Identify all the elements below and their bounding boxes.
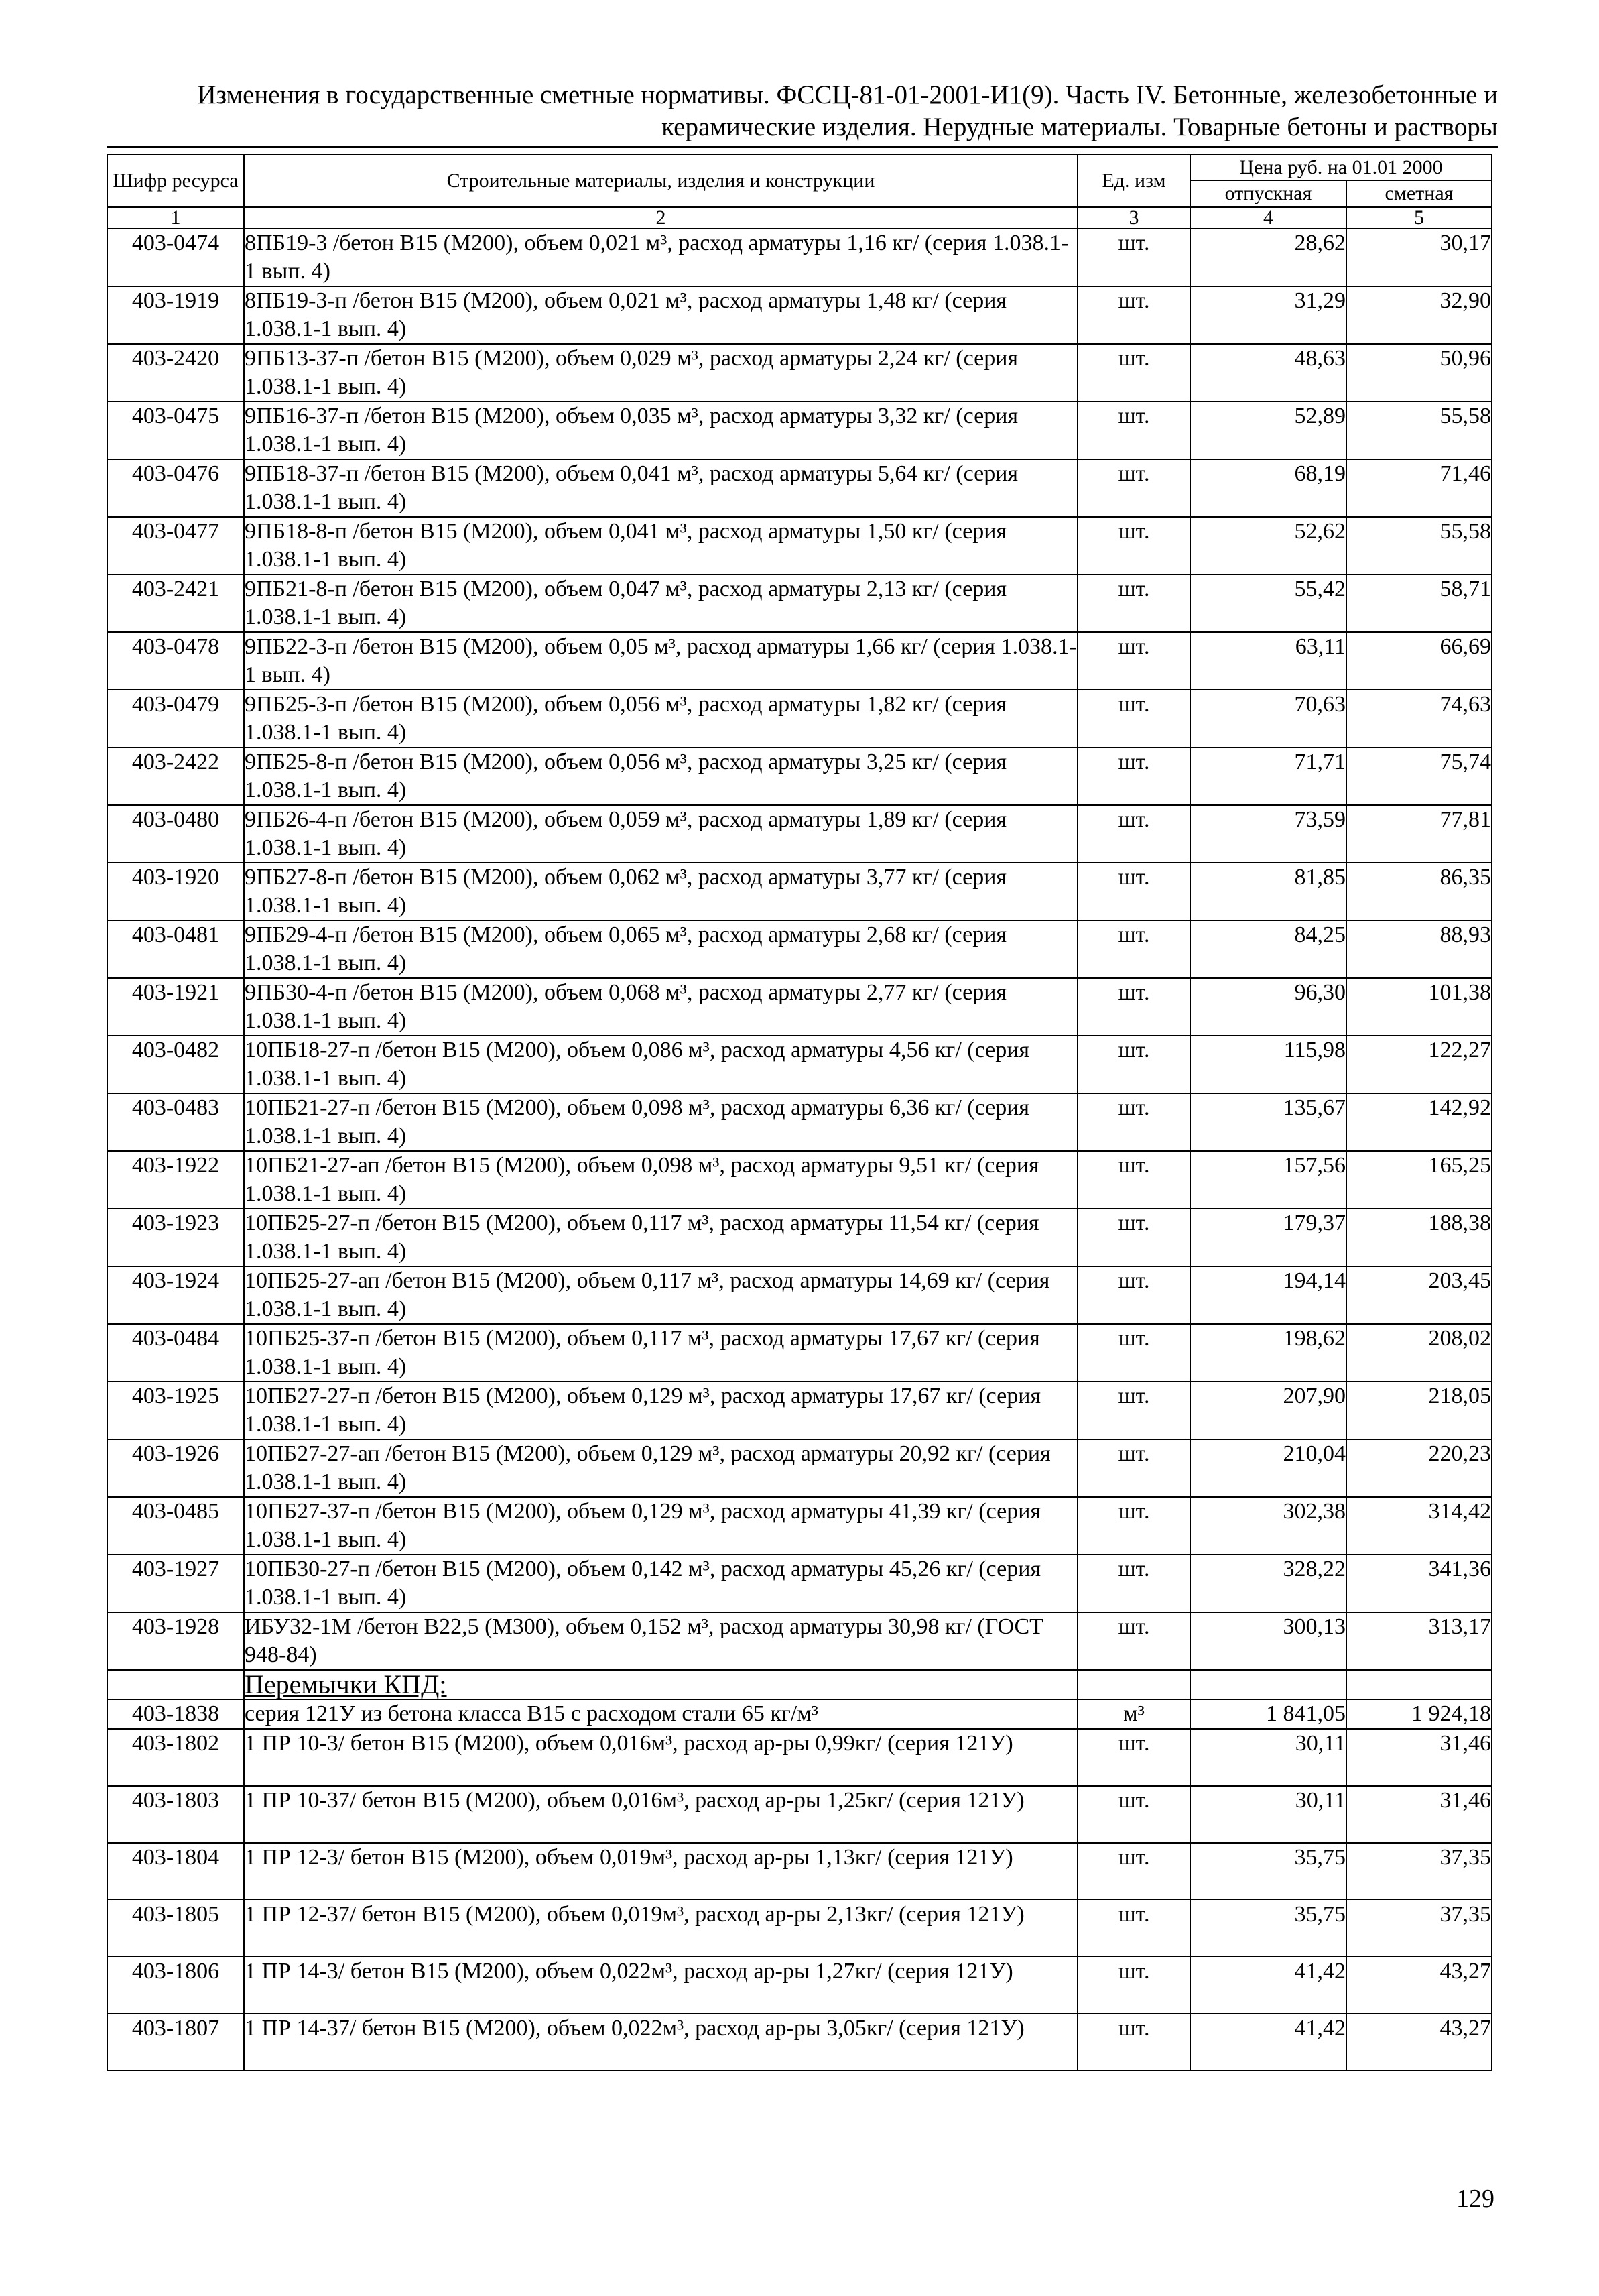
table-head bbox=[107, 154, 1492, 229]
resource-code: 403-1924 bbox=[107, 1266, 244, 1324]
estimate-price: 203,45 bbox=[1346, 1266, 1492, 1324]
resource-code: 403-1806 bbox=[107, 1957, 244, 2014]
estimate-price: 71,46 bbox=[1346, 459, 1492, 517]
resource-code: 403-0485 bbox=[107, 1497, 244, 1555]
unit-of-measure: м³ bbox=[1078, 1699, 1190, 1729]
estimate-price: 74,63 bbox=[1346, 690, 1492, 747]
material-description: 9ПБ22-3-п /бетон В15 (М200), объем 0,05 м³, расход арматуры 1,66 кг/ (серия 1.038.1-1 вып. 4) bbox=[244, 632, 1078, 690]
unit-of-measure: шт. bbox=[1078, 459, 1190, 517]
material-description: 9ПБ18-8-п /бетон В15 (М200), объем 0,041 м³, расход арматуры 1,50 кг/ (серия 1.038.1-1 вып. 4) bbox=[244, 517, 1078, 575]
resource-code: 403-1838 bbox=[107, 1699, 244, 1729]
material-description: 10ПБ25-27-п /бетон В15 (М200), объем 0,117 м³, расход арматуры 11,54 кг/ (серия 1.038.1-1 вып. 4) bbox=[244, 1209, 1078, 1266]
unit-of-measure: шт. bbox=[1078, 1497, 1190, 1555]
unit-of-measure: шт. bbox=[1078, 690, 1190, 747]
estimate-price: 220,23 bbox=[1346, 1439, 1492, 1497]
release-price: 207,90 bbox=[1190, 1382, 1346, 1439]
unit-of-measure: шт. bbox=[1078, 1151, 1190, 1209]
material-description: 9ПБ25-8-п /бетон В15 (М200), объем 0,056 м³, расход арматуры 3,25 кг/ (серия 1.038.1-1 вып. 4) bbox=[244, 747, 1078, 805]
estimate-price: 1 924,18 bbox=[1346, 1699, 1492, 1729]
table-row bbox=[107, 805, 1492, 863]
material-description: 9ПБ18-37-п /бетон В15 (М200), объем 0,041 м³, расход арматуры 5,64 кг/ (серия 1.038.1-1 вып. 4) bbox=[244, 459, 1078, 517]
table-row bbox=[107, 1036, 1492, 1093]
resource-code: 403-2420 bbox=[107, 344, 244, 402]
material-description: 9ПБ27-8-п /бетон В15 (М200), объем 0,062 м³, расход арматуры 3,77 кг/ (серия 1.038.1-1 вып. 4) bbox=[244, 863, 1078, 920]
table-row bbox=[107, 1209, 1492, 1266]
estimate-price: 314,42 bbox=[1346, 1497, 1492, 1555]
unit-of-measure: шт. bbox=[1078, 1957, 1190, 2014]
material-description: серия 121У из бетона класса В15 с расходом стали 65 кг/м³ bbox=[244, 1699, 1078, 1729]
table-row bbox=[107, 344, 1492, 402]
material-description: 1 ПР 10-3/ бетон В15 (М200), объем 0,016м³, расход ар-ры 0,99кг/ (серия 121У) bbox=[244, 1729, 1078, 1786]
resource-code: 403-1928 bbox=[107, 1612, 244, 1670]
release-price: 70,63 bbox=[1190, 690, 1346, 747]
unit-of-measure: шт. bbox=[1078, 229, 1190, 286]
release-price: 179,37 bbox=[1190, 1209, 1346, 1266]
col-number: 4 bbox=[1190, 207, 1346, 229]
estimate-price: 77,81 bbox=[1346, 805, 1492, 863]
unit-of-measure: шт. bbox=[1078, 1439, 1190, 1497]
table-row bbox=[107, 1497, 1492, 1555]
material-description: 10ПБ25-37-п /бетон В15 (М200), объем 0,117 м³, расход арматуры 17,67 кг/ (серия 1.038.1-1 вып. 4) bbox=[244, 1324, 1078, 1382]
release-price: 115,98 bbox=[1190, 1036, 1346, 1093]
material-description: 10ПБ18-27-п /бетон В15 (М200), объем 0,086 м³, расход арматуры 4,56 кг/ (серия 1.038.1-1 вып. 4) bbox=[244, 1036, 1078, 1093]
estimate-price: 50,96 bbox=[1346, 344, 1492, 402]
resource-code: 403-2421 bbox=[107, 575, 244, 632]
estimate-price: 43,27 bbox=[1346, 1957, 1492, 2014]
material-description: 8ПБ19-3 /бетон В15 (М200), объем 0,021 м³, расход арматуры 1,16 кг/ (серия 1.038.1-1 вып. 4) bbox=[244, 229, 1078, 286]
resource-code: 403-1923 bbox=[107, 1209, 244, 1266]
material-description: 1 ПР 14-37/ бетон В15 (М200), объем 0,022м³, расход ар-ры 3,05кг/ (серия 121У) bbox=[244, 2014, 1078, 2071]
resource-code: 403-0476 bbox=[107, 459, 244, 517]
col-header-description: Строительные материалы, изделия и конструкции bbox=[244, 154, 1078, 207]
unit-of-measure: шт. bbox=[1078, 517, 1190, 575]
release-price: 194,14 bbox=[1190, 1266, 1346, 1324]
release-price: 198,62 bbox=[1190, 1324, 1346, 1382]
unit-of-measure: шт. bbox=[1078, 1266, 1190, 1324]
estimate-price: 31,46 bbox=[1346, 1786, 1492, 1843]
estimate-price: 30,17 bbox=[1346, 229, 1492, 286]
table-row bbox=[107, 1324, 1492, 1382]
col-number: 3 bbox=[1078, 207, 1190, 229]
resource-code: 403-1921 bbox=[107, 978, 244, 1036]
release-price: 84,25 bbox=[1190, 920, 1346, 978]
release-price: 1 841,05 bbox=[1190, 1699, 1346, 1729]
resource-code: 403-0480 bbox=[107, 805, 244, 863]
release-price: 135,67 bbox=[1190, 1093, 1346, 1151]
unit-of-measure: шт. bbox=[1078, 1036, 1190, 1093]
table-body-beams bbox=[107, 229, 1492, 1670]
table-row bbox=[107, 1382, 1492, 1439]
estimate-price: 165,25 bbox=[1346, 1151, 1492, 1209]
release-price: 35,75 bbox=[1190, 1900, 1346, 1957]
material-description: 1 ПР 14-3/ бетон В15 (М200), объем 0,022м³, расход ар-ры 1,27кг/ (серия 121У) bbox=[244, 1957, 1078, 2014]
material-description: 10ПБ25-27-ап /бетон В15 (М200), объем 0,117 м³, расход арматуры 14,69 кг/ (серия 1.038.1-1 вып. 4) bbox=[244, 1266, 1078, 1324]
material-description: 9ПБ21-8-п /бетон В15 (М200), объем 0,047 м³, расход арматуры 2,13 кг/ (серия 1.038.1-1 вып. 4) bbox=[244, 575, 1078, 632]
material-description: 10ПБ21-27-ап /бетон В15 (М200), объем 0,098 м³, расход арматуры 9,51 кг/ (серия 1.038.1-1 вып. 4) bbox=[244, 1151, 1078, 1209]
unit-of-measure: шт. bbox=[1078, 575, 1190, 632]
table-row bbox=[107, 402, 1492, 459]
unit-of-measure: шт. bbox=[1078, 344, 1190, 402]
material-description: 1 ПР 12-3/ бетон В15 (М200), объем 0,019м³, расход ар-ры 1,13кг/ (серия 121У) bbox=[244, 1843, 1078, 1900]
table-row bbox=[107, 1151, 1492, 1209]
resource-code: 403-1925 bbox=[107, 1382, 244, 1439]
unit-of-measure: шт. bbox=[1078, 1729, 1190, 1786]
table-row bbox=[107, 1843, 1492, 1900]
resource-code: 403-1807 bbox=[107, 2014, 244, 2071]
material-description: 10ПБ27-37-п /бетон В15 (М200), объем 0,129 м³, расход арматуры 41,39 кг/ (серия 1.038.1-1 вып. 4) bbox=[244, 1497, 1078, 1555]
table-row bbox=[107, 1266, 1492, 1324]
table-row bbox=[107, 1555, 1492, 1612]
release-price: 31,29 bbox=[1190, 286, 1346, 344]
release-price: 300,13 bbox=[1190, 1612, 1346, 1670]
table-row bbox=[107, 1439, 1492, 1497]
unit-of-measure: шт. bbox=[1078, 1555, 1190, 1612]
release-price: 52,89 bbox=[1190, 402, 1346, 459]
unit-of-measure: шт. bbox=[1078, 1093, 1190, 1151]
table-row bbox=[107, 920, 1492, 978]
table-row bbox=[107, 1786, 1492, 1843]
table-row bbox=[107, 517, 1492, 575]
resource-code: 403-1803 bbox=[107, 1786, 244, 1843]
resource-code: 403-0479 bbox=[107, 690, 244, 747]
unit-of-measure: шт. bbox=[1078, 863, 1190, 920]
header-line-1: Изменения в государственные сметные нормативы. ФССЦ-81-01-2001-И1(9). Часть IV. Бетонные, железобетонные и bbox=[197, 80, 1498, 109]
unit-of-measure: шт. bbox=[1078, 747, 1190, 805]
unit-of-measure: шт. bbox=[1078, 286, 1190, 344]
unit-of-measure: шт. bbox=[1078, 1843, 1190, 1900]
estimate-price: 188,38 bbox=[1346, 1209, 1492, 1266]
table-row bbox=[107, 1612, 1492, 1670]
estimate-price: 55,58 bbox=[1346, 517, 1492, 575]
table-row bbox=[107, 459, 1492, 517]
estimate-price: 122,27 bbox=[1346, 1036, 1492, 1093]
release-price: 157,56 bbox=[1190, 1151, 1346, 1209]
release-price: 30,11 bbox=[1190, 1729, 1346, 1786]
table-row bbox=[107, 1699, 1492, 1729]
release-price: 52,62 bbox=[1190, 517, 1346, 575]
resource-code: 403-1920 bbox=[107, 863, 244, 920]
release-price: 28,62 bbox=[1190, 229, 1346, 286]
resource-code: 403-1926 bbox=[107, 1439, 244, 1497]
material-description: 10ПБ21-27-п /бетон В15 (М200), объем 0,098 м³, расход арматуры 6,36 кг/ (серия 1.038.1-1 вып. 4) bbox=[244, 1093, 1078, 1151]
price-table bbox=[107, 154, 1492, 2071]
resource-code: 403-1927 bbox=[107, 1555, 244, 1612]
estimate-price: 208,02 bbox=[1346, 1324, 1492, 1382]
table-row bbox=[107, 1093, 1492, 1151]
release-price: 41,42 bbox=[1190, 2014, 1346, 2071]
resource-code: 403-0477 bbox=[107, 517, 244, 575]
unit-of-measure: шт. bbox=[1078, 2014, 1190, 2071]
resource-code: 403-1922 bbox=[107, 1151, 244, 1209]
resource-code: 403-0478 bbox=[107, 632, 244, 690]
estimate-price: 101,38 bbox=[1346, 978, 1492, 1036]
release-price: 210,04 bbox=[1190, 1439, 1346, 1497]
table-row bbox=[107, 1729, 1492, 1786]
resource-code: 403-2422 bbox=[107, 747, 244, 805]
table-row bbox=[107, 632, 1492, 690]
unit-of-measure: шт. bbox=[1078, 805, 1190, 863]
estimate-price: 142,92 bbox=[1346, 1093, 1492, 1151]
estimate-price: 37,35 bbox=[1346, 1900, 1492, 1957]
resource-code: 403-1804 bbox=[107, 1843, 244, 1900]
estimate-price: 313,17 bbox=[1346, 1612, 1492, 1670]
resource-code: 403-0484 bbox=[107, 1324, 244, 1382]
unit-of-measure: шт. bbox=[1078, 1209, 1190, 1266]
col-header-price: Цена руб. на 01.01 2000 bbox=[1190, 154, 1492, 180]
col-header-release-price: отпускная bbox=[1190, 180, 1346, 207]
table-row bbox=[107, 863, 1492, 920]
column-numbers-row bbox=[107, 207, 1492, 229]
material-description: 9ПБ16-37-п /бетон В15 (М200), объем 0,035 м³, расход арматуры 3,32 кг/ (серия 1.038.1-1 вып. 4) bbox=[244, 402, 1078, 459]
unit-of-measure: шт. bbox=[1078, 1612, 1190, 1670]
material-description: 9ПБ29-4-п /бетон В15 (М200), объем 0,065 м³, расход арматуры 2,68 кг/ (серия 1.038.1-1 вып. 4) bbox=[244, 920, 1078, 978]
unit-of-measure: шт. bbox=[1078, 978, 1190, 1036]
unit-of-measure: шт. bbox=[1078, 1900, 1190, 1957]
resource-code: 403-1805 bbox=[107, 1900, 244, 1957]
estimate-price: 43,27 bbox=[1346, 2014, 1492, 2071]
table-row bbox=[107, 747, 1492, 805]
page-header bbox=[107, 79, 1498, 143]
unit-of-measure: шт. bbox=[1078, 1324, 1190, 1382]
col-header-unit: Ед. изм bbox=[1078, 154, 1190, 207]
estimate-price: 75,74 bbox=[1346, 747, 1492, 805]
material-description: 1 ПР 12-37/ бетон В15 (М200), объем 0,019м³, расход ар-ры 2,13кг/ (серия 121У) bbox=[244, 1900, 1078, 1957]
release-price: 71,71 bbox=[1190, 747, 1346, 805]
resource-code: 403-0481 bbox=[107, 920, 244, 978]
table-row bbox=[107, 1900, 1492, 1957]
table-body-section bbox=[107, 1670, 1492, 1729]
table-row bbox=[107, 575, 1492, 632]
resource-code: 403-1919 bbox=[107, 286, 244, 344]
table-row bbox=[107, 2014, 1492, 2071]
release-price: 73,59 bbox=[1190, 805, 1346, 863]
release-price: 68,19 bbox=[1190, 459, 1346, 517]
estimate-price: 58,71 bbox=[1346, 575, 1492, 632]
unit-of-measure: шт. bbox=[1078, 920, 1190, 978]
estimate-price: 218,05 bbox=[1346, 1382, 1492, 1439]
release-price: 41,42 bbox=[1190, 1957, 1346, 2014]
release-price: 35,75 bbox=[1190, 1843, 1346, 1900]
col-number: 1 bbox=[107, 207, 244, 229]
col-number: 2 bbox=[244, 207, 1078, 229]
estimate-price: 31,46 bbox=[1346, 1729, 1492, 1786]
estimate-price: 88,93 bbox=[1346, 920, 1492, 978]
estimate-price: 55,58 bbox=[1346, 402, 1492, 459]
release-price: 55,42 bbox=[1190, 575, 1346, 632]
release-price: 96,30 bbox=[1190, 978, 1346, 1036]
material-description: 1 ПР 10-37/ бетон В15 (М200), объем 0,016м³, расход ар-ры 1,25кг/ (серия 121У) bbox=[244, 1786, 1078, 1843]
table-row bbox=[107, 229, 1492, 286]
material-description: 9ПБ26-4-п /бетон В15 (М200), объем 0,059 м³, расход арматуры 1,89 кг/ (серия 1.038.1-1 вып. 4) bbox=[244, 805, 1078, 863]
material-description: 8ПБ19-3-п /бетон В15 (М200), объем 0,021 м³, расход арматуры 1,48 кг/ (серия 1.038.1-1 вып. 4) bbox=[244, 286, 1078, 344]
release-price: 63,11 bbox=[1190, 632, 1346, 690]
table-row bbox=[107, 690, 1492, 747]
release-price: 81,85 bbox=[1190, 863, 1346, 920]
estimate-price: 32,90 bbox=[1346, 286, 1492, 344]
material-description: 9ПБ30-4-п /бетон В15 (М200), объем 0,068 м³, расход арматуры 2,77 кг/ (серия 1.038.1-1 вып. 4) bbox=[244, 978, 1078, 1036]
col-header-code: Шифр ресурса bbox=[107, 154, 244, 207]
unit-of-measure: шт. bbox=[1078, 632, 1190, 690]
page-number: 129 bbox=[1456, 2185, 1494, 2213]
material-description: 10ПБ27-27-п /бетон В15 (М200), объем 0,129 м³, расход арматуры 17,67 кг/ (серия 1.038.1-1 вып. 4) bbox=[244, 1382, 1078, 1439]
unit-of-measure: шт. bbox=[1078, 402, 1190, 459]
resource-code: 403-1802 bbox=[107, 1729, 244, 1786]
unit-of-measure: шт. bbox=[1078, 1786, 1190, 1843]
table-row bbox=[107, 286, 1492, 344]
release-price: 302,38 bbox=[1190, 1497, 1346, 1555]
material-description: ИБУ32-1М /бетон В22,5 (М300), объем 0,152 м³, расход арматуры 30,98 кг/ (ГОСТ 948-84) bbox=[244, 1612, 1078, 1670]
release-price: 30,11 bbox=[1190, 1786, 1346, 1843]
header-rule bbox=[107, 146, 1498, 148]
estimate-price: 86,35 bbox=[1346, 863, 1492, 920]
release-price: 48,63 bbox=[1190, 344, 1346, 402]
resource-code: 403-0483 bbox=[107, 1093, 244, 1151]
section-row bbox=[107, 1670, 1492, 1699]
release-price: 328,22 bbox=[1190, 1555, 1346, 1612]
resource-code: 403-0482 bbox=[107, 1036, 244, 1093]
estimate-price: 66,69 bbox=[1346, 632, 1492, 690]
header-line-2: керамические изделия. Нерудные материалы. Товарные бетоны и растворы bbox=[661, 113, 1498, 141]
estimate-price: 37,35 bbox=[1346, 1843, 1492, 1900]
section-title: Перемычки КПД: bbox=[244, 1670, 1078, 1699]
estimate-price: 341,36 bbox=[1346, 1555, 1492, 1612]
unit-of-measure: шт. bbox=[1078, 1382, 1190, 1439]
col-number: 5 bbox=[1346, 207, 1492, 229]
resource-code: 403-0474 bbox=[107, 229, 244, 286]
material-description: 10ПБ27-27-ап /бетон В15 (М200), объем 0,129 м³, расход арматуры 20,92 кг/ (серия 1.038.1-1 вып. 4) bbox=[244, 1439, 1078, 1497]
col-header-estimate-price: сметная bbox=[1346, 180, 1492, 207]
material-description: 9ПБ25-3-п /бетон В15 (М200), объем 0,056 м³, расход арматуры 1,82 кг/ (серия 1.038.1-1 вып. 4) bbox=[244, 690, 1078, 747]
material-description: 9ПБ13-37-п /бетон В15 (М200), объем 0,029 м³, расход арматуры 2,24 кг/ (серия 1.038.1-1 вып. 4) bbox=[244, 344, 1078, 402]
table-body-lintels bbox=[107, 1729, 1492, 2071]
resource-code: 403-0475 bbox=[107, 402, 244, 459]
material-description: 10ПБ30-27-п /бетон В15 (М200), объем 0,142 м³, расход арматуры 45,26 кг/ (серия 1.038.1-1 вып. 4) bbox=[244, 1555, 1078, 1612]
table-row bbox=[107, 1957, 1492, 2014]
table-row bbox=[107, 978, 1492, 1036]
